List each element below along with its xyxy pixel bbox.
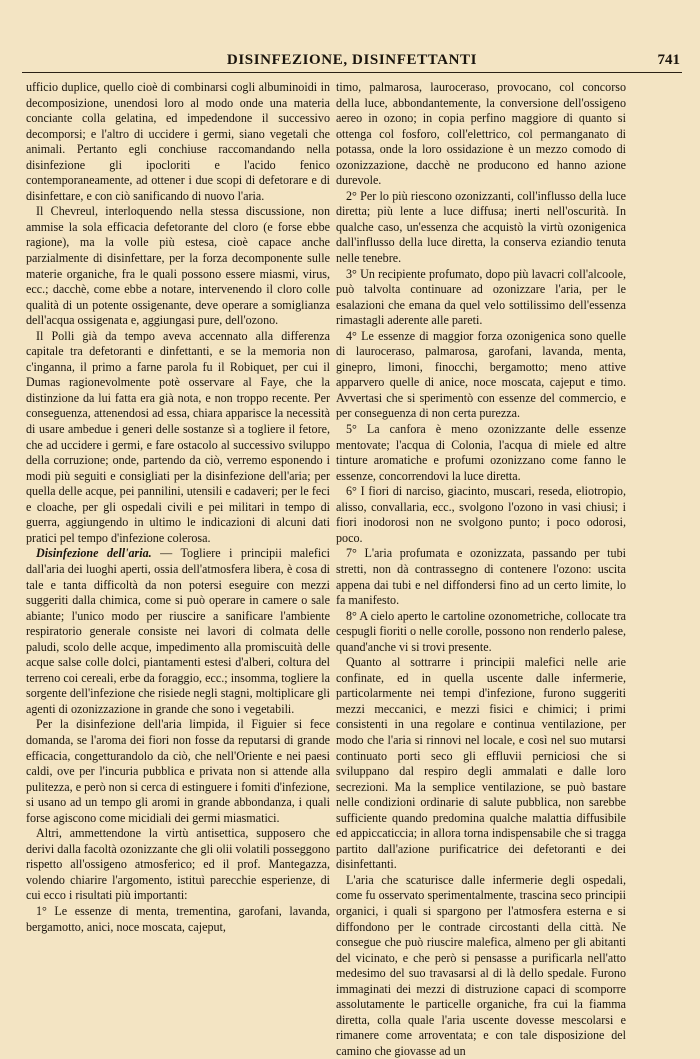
section-paragraph	[26, 546, 330, 717]
paragraph: 8° A cielo aperto le cartoline ozonometriche, collocate tra cespugli fioriti o nelle corolle, possono non renderlo palese, quand'anche vi si trovi presente.	[336, 608, 626, 654]
paragraph: 6° I fiori di narciso, giacinto, muscari, reseda, eliotropio, alisso, convallaria, ecc., svolgono l'ozono in vasi chiusi; i fiori inodorosi non ne svolgono punto; i poco odorosi, poco.	[336, 484, 626, 545]
paragraph: 4° Le essenze di maggior forza ozonigenica sono quelle di lauroceraso, palmarosa, garofani, lavanda, menta, ginepro, limoni, finocchi, bergamotto; meno attive apparvero quelle di anice, noce moscata, cajeput e timo. Avvertasi che si sperimentò con essenze del commercio, e per conseguenza di non certa purezza.	[336, 328, 626, 421]
left-column	[26, 80, 330, 1018]
paragraph: L'aria che scaturisce dalle infermerie degli ospedali, come fu osservato sperimentalmente, trascina seco principii organici, i quali si spargono per l'atmosfera esterna e si diffondono per le contrade circostanti della città. Ne consegue che può riuscire malefica, almeno per gli abitanti del vicinato, e che però si pensasse a purificarla nell'atto medesimo del suo travasarsi al di là dello spedale. Furono immaginati dei mezzi di distruzione capaci di scomporre assolutamente le particelle organiche, fra cui la fiamma diretta, colla quale l'aria uscente dovesse mescolarsi e rimanere come arroventata; e con tale disposizione del camino che giovasse ad un	[336, 872, 626, 1058]
paragraph: timo, palmarosa, lauroceraso, provocano, col concorso della luce, abbondantemente, la conversione dell'ossigeno aereo in ozono; in copia perfino maggiore di quanto si ottenga col fosforo, coll'elettrico, col permanganato di potassa, onde la loro ossidazione è un mezzo comodo di ozonizzazione, dacchè ne producono ed hanno azione durevole.	[336, 80, 626, 188]
paragraph: Il Chevreul, interloquendo nella stessa discussione, non ammise la sola efficacia defetorante del cloro (e forse ebbe ragione), ma la volle più estesa, cioè capace anche parzialmente di disinfettare, per la forza decomponente sulle materie organiche, fra le quali possono essere miasmi, virus, ecc.; dacchè, come ebbe a notare, intervenendo il cloro colle qualità di un potente ossigenante, deve operare a somiglianza dell'acqua ossigenata e, aggiungasi pure, dell'ozono.	[26, 204, 330, 328]
section-heading: Disinfezione dell'aria.	[36, 546, 152, 561]
paragraph: ufficio duplice, quello cioè di combinarsi cogli albuminoidi in decomposizione, unendosi loro al modo onde una materia conciante colla gelatina, ed impedendone il successivo decomporsi; e l'altro di uccidere i germi, siano vegetali che animali. Pertanto egli conchiuse raccomandando nella disinfezione gli ipocloriti e l'acido fenico contemporaneamente, ad ottener i due scopi di defetorare e di disinfettare, e con ciò sanificando di nuovo l'aria.	[26, 80, 330, 203]
paragraph: Il Polli già da tempo aveva accennato alla differenza capitale tra defetoranti e dinfettanti, e se la memoria non c'inganna, il primo a farne parola fu il Robiquet, per cui il Dumas ragionevolmente potè osservare al Faye, che la distinzione da lui fatta era già nota, e non troppo recente. Per conseguenza, attenendosi ad essa, chiara apparisce la necessità di usare ambedue i generi delle sostanze sì a togliere il fetore, che ad uccidere i germi, e fare ostacolo al successivo sviluppo della corruzione; onde, partendo da ciò, verremo esponendo i modi più seguiti e consigliati per la disinfezione dell'aria; per quella delle acque, pei pannilini, utensili e cadaveri; per le feci e cloache, per gli ospedali civili e pei militari in tempo di guerra, aggiungendo in ultimo le indicazioni di alcuni dati pratici pel tempo d'infezione colerosa.	[26, 328, 330, 545]
paragraph: 3° Un recipiente profumato, dopo più lavacri coll'alcoole, può talvolta continuare ad ozonizzare l'aria, per le esalazioni che emana da quel velo sottilissimo dell'essenza rimastagli aderente alle pareti.	[336, 266, 626, 328]
running-header	[22, 48, 682, 73]
paragraph: 2° Per lo più riescono ozonizzanti, coll'influsso della luce diretta; più lente a luce diffusa; inerti nell'oscurità. In qualche caso, un'essenza che acquistò la virtù ozonigenica dall'influsso della luce diretta, la conserva eziandio tenuta nelle tenebre.	[336, 188, 626, 266]
paragraph: 5° La canfora è meno ozonizzante delle essenze mentovate; l'acqua di Colonia, l'acqua di miele ed altre tinture aromatiche e profumi ozonizzano come fanno le essenze, concorrendovi la luce diretta.	[336, 422, 626, 483]
paragraph: 1° Le essenze di menta, trementina, garofani, lavanda, bergamotto, anici, noce moscata, cajeput,	[26, 903, 330, 934]
paragraph: Quanto al sottrarre i principii malefici nelle arie confinate, ed in quella uscente dalle infermerie, particolarmente nei tempi d'infezione, furono suggeriti mezzi meccanici, e mezzi fisici e chimici; i primi consistenti in una regolare e continua ventilazione, per modo che l'aria si rinnovi nel locale, e così nel suo mutarsi continuato porti seco gli effluvii perniciosi che si sviluppano dal respiro degli ammalati e dalle loro secrezioni. Ma la semplice ventilazione, se può bastare nelle condizioni ordinarie di salute pubblica, non sarebbe sufficiente quando predomina qualche malattia diffusibile ed appiccaticcia; in allora torna indispensabile che si tragga partito dall'azione purificatrice dei defetoranti e dei disinfettanti.	[336, 655, 626, 872]
paragraph: Altri, ammettendone la virtù antisettica, supposero che derivi dalla facoltà ozonizzante che gli olii volatili posseggono rispetto all'ossigeno atmosferico; ed il prof. Mantegazza, volendo chiarire l'argomento, istituì parecchie esperienze, di cui ecco i risultati più importanti:	[26, 826, 330, 903]
page-number: 741	[657, 52, 680, 68]
paragraph: 7° L'aria profumata e ozonizzata, passando per tubi stretti, non dà contrassegno di contenere l'ozono: uscita appena dai tubi e nel diffondersi fino ad un certo limite, lo fa manifesto.	[336, 546, 626, 608]
right-column	[336, 80, 626, 1058]
paragraph: Per la disinfezione dell'aria limpida, il Figuier si fece domanda, se l'aroma dei fiori non fosse da reputarsi di grande efficacia, congetturandolo da ciò, che nell'Oriente e nei paesi caldi, ove per l'incuria pubblica e privata non si attende alla pulitezza, e però non si cerca di estinguere i fomiti d'infezione, si usano ad un tempo gli aromi in grande abbondanza, i quali forse agiscono come micidiali dei germi miasmatici.	[26, 717, 330, 825]
section-text: — Togliere i principii malefici dall'aria dei luoghi aperti, ossia dell'atmosfera libera, è cosa di tale e tanta difficoltà da non potersi eseguire con mezzi suggeriti dalla chimica, come si può operare in camere o sale abiante; l'unico modo per riuscire a sanificare l'ambiente respiratorio generale consiste nei lavori di colmata delle paludi, scolo delle acque, impedimento alla promiscuità delle acque salse colle dolci, piantamenti estesi d'alberi, coltura del terreno coi cereali, erbe da foraggio, ecc.; insomma, togliere la sorgente dell'infezione che risiede negli stagni, moltiplicare gli agenti di ozonizzazione in grande che sono i vegetabili.	[26, 546, 330, 716]
running-title: DISINFEZIONE, DISINFETTANTI	[226, 52, 478, 68]
